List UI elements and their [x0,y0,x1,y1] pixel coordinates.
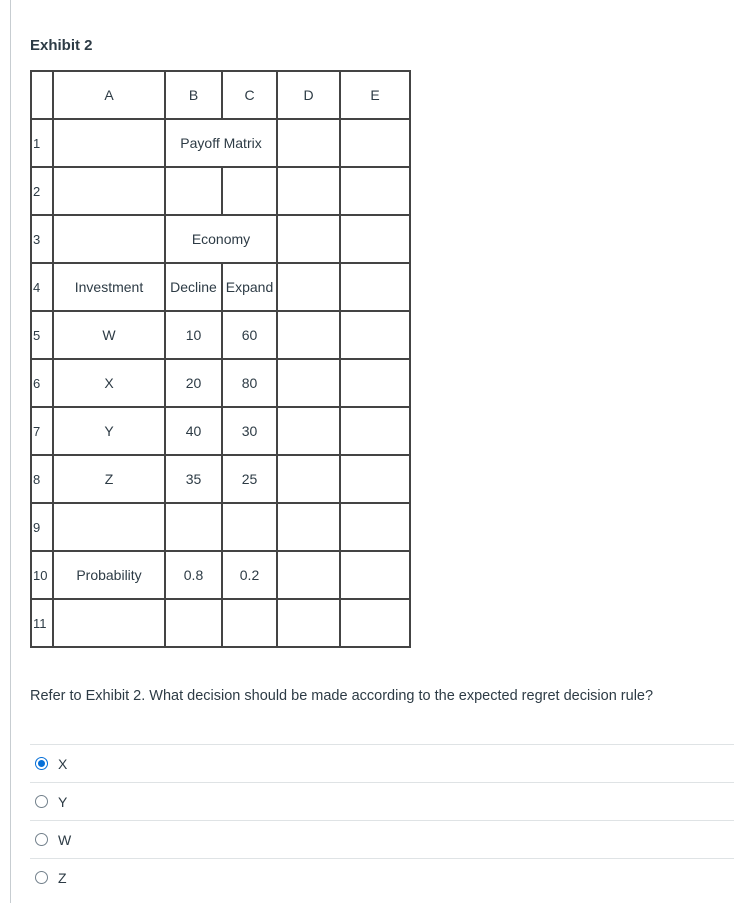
investment-header: Investment [53,263,165,311]
sheet-row-11 [31,599,410,647]
row-number: 10 [31,551,53,599]
column-header-a: A [53,71,165,119]
cell [277,455,340,503]
cell [165,167,222,215]
payoff-matrix-label: Payoff Matrix [165,119,277,167]
sheet-row-5 [31,311,410,359]
investment-cell: Y [53,407,165,455]
investment-cell: X [53,359,165,407]
cell [277,215,340,263]
row-number: 4 [31,263,53,311]
economy-label: Economy [165,215,277,263]
cell [340,215,410,263]
cell [53,119,165,167]
cell [277,359,340,407]
radio-icon[interactable] [35,833,48,846]
sheet-row-10 [31,551,410,599]
expand-value-cell: 25 [222,455,277,503]
radio-icon[interactable] [35,795,48,808]
probability-expand-cell: 0.2 [222,551,277,599]
option-label: Z [58,869,67,886]
sheet-row-3 [31,215,410,263]
cell [277,263,340,311]
probability-decline-cell: 0.8 [165,551,222,599]
cell [340,503,410,551]
option-label: Y [58,793,68,810]
row-number: 11 [31,599,53,647]
cell [340,167,410,215]
row-number: 9 [31,503,53,551]
cell [222,599,277,647]
sheet-row-2 [31,167,410,215]
cell [222,503,277,551]
investment-cell: W [53,311,165,359]
row-number: 6 [31,359,53,407]
cell [53,599,165,647]
expand-value-cell: 60 [222,311,277,359]
sheet-row-6 [31,359,410,407]
cell [277,311,340,359]
cell [165,599,222,647]
cell [165,503,222,551]
sheet-row-4 [31,263,410,311]
answer-option-z[interactable] [30,858,734,896]
expand-header: Expand [222,263,277,311]
row-number: 3 [31,215,53,263]
column-header-c: C [222,71,277,119]
sheet-row-7 [31,407,410,455]
question-text: Refer to Exhibit 2. What decision should be made according to the expected regret decision rule? [30,688,654,704]
cell [222,167,277,215]
answer-option-w[interactable] [30,820,734,858]
row-number: 2 [31,167,53,215]
sheet-row-1 [31,119,410,167]
expand-value-cell: 30 [222,407,277,455]
decline-header: Decline [165,263,222,311]
cell [277,551,340,599]
sheet-row-8 [31,455,410,503]
cell [340,311,410,359]
decline-value-cell: 40 [165,407,222,455]
column-header-row [31,71,410,119]
row-number: 1 [31,119,53,167]
cell [53,215,165,263]
column-header-d: D [277,71,340,119]
expand-value-cell: 80 [222,359,277,407]
cell [340,551,410,599]
radio-icon[interactable] [35,871,48,884]
exhibit-title: Exhibit 2 [30,37,93,54]
radio-selected-icon[interactable] [35,757,48,770]
answer-option-y[interactable] [30,782,734,820]
payoff-spreadsheet [30,70,411,648]
cell [340,407,410,455]
decline-value-cell: 35 [165,455,222,503]
cell [340,455,410,503]
cell [277,407,340,455]
cell [340,599,410,647]
decline-value-cell: 20 [165,359,222,407]
option-label: X [58,755,68,772]
sheet-row-9 [31,503,410,551]
cell [53,503,165,551]
answer-options [30,744,734,896]
column-header-e: E [340,71,410,119]
answer-option-x[interactable] [30,744,734,782]
row-number: 5 [31,311,53,359]
investment-cell: Z [53,455,165,503]
cell [277,599,340,647]
row-number: 7 [31,407,53,455]
probability-label: Probability [53,551,165,599]
cell [277,167,340,215]
cell [340,119,410,167]
cell [340,359,410,407]
row-number: 8 [31,455,53,503]
corner-cell [31,71,53,119]
left-border-rule [10,0,11,903]
option-label: W [58,831,72,848]
column-header-b: B [165,71,222,119]
decline-value-cell: 10 [165,311,222,359]
cell [53,167,165,215]
cell [277,503,340,551]
cell [340,263,410,311]
cell [277,119,340,167]
